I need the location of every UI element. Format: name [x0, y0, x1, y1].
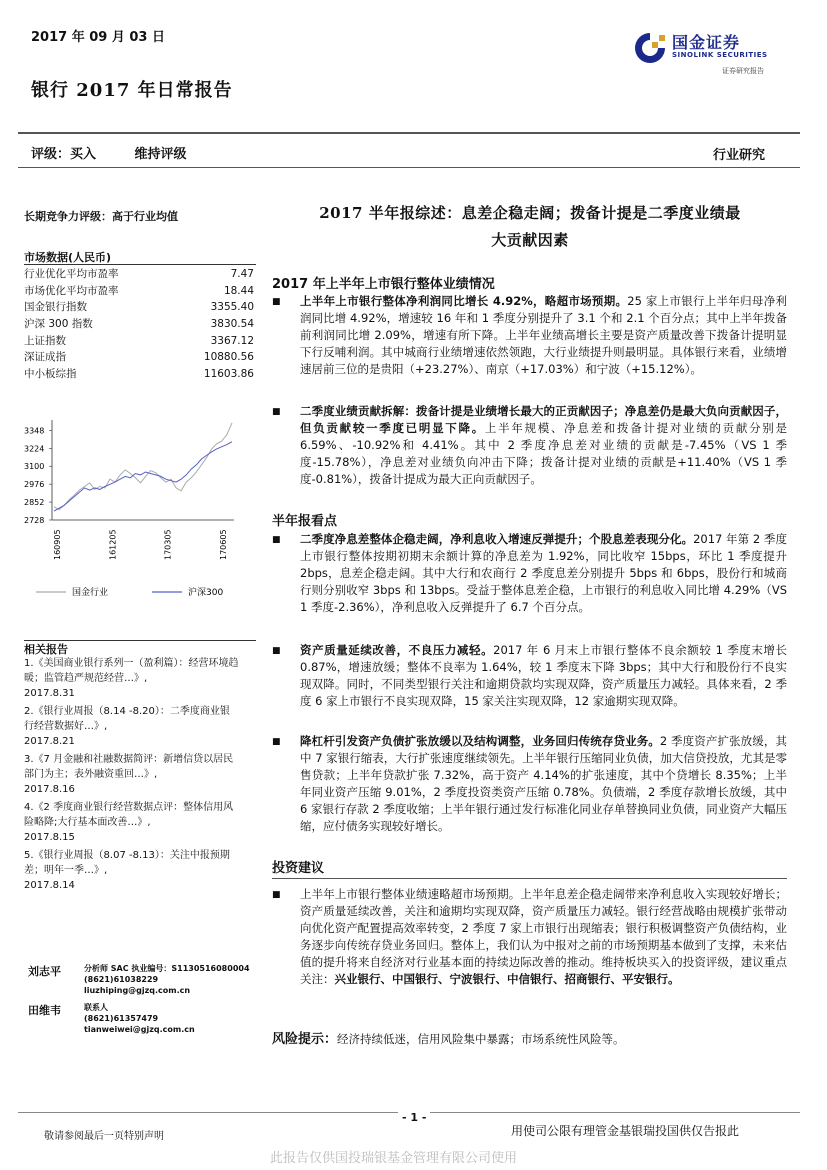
p6-body: 上半年上市银行整体业绩速略超市场预期。上半年息差企稳走阔带来净利息收入实现较好增长；资产质量延续改善，关注和逾期均实现双降，资产质量压力减轻。银行经营战略由规模扩张带动向优化资产配置提高效率转变，2 季度 7 家上市银行出现缩表；银行积极调整资产负债结构，业务逐步向传统存贷业务回归。整体上，我们认为中报对之前的市场预期基本做到了支撑，未来估值的提升将来自经济对行业基本面的持续边际改善的推动。维持板块买入的投资评级，建议重点关注： — [300, 887, 787, 986]
section-heading-3: 投资建议 — [272, 861, 325, 876]
bullet-icon: ■ — [272, 535, 281, 545]
related-report-item[interactable] — [24, 848, 239, 893]
related-report-title: 3.《7 月金融和社融数据简评：新增信贷以居民部门为主；表外融资重回…》, — [24, 754, 234, 780]
paragraph-6 — [272, 886, 787, 1026]
chart-y-tick-label: 2852 — [24, 498, 45, 508]
bullet-icon: ■ — [272, 737, 281, 747]
logo-name: 国金证券 — [672, 33, 741, 52]
paragraph-3 — [272, 531, 787, 643]
chart-x-tick-label: 161205 — [108, 529, 118, 560]
market-data-row — [24, 333, 254, 350]
main-title-line1: 2017 半年报综述：息差企稳走阔；拨备计提是二季度业绩最 — [319, 204, 741, 222]
p1-body: 25 家上市银行上半年归母净利润同比增 4.92%，增速较 16 年和 1 季度分别提升了 3.1 个和 2.1 个百分点；其中上半年拨备前利润同比增 2.09%，增速有所下降。上半年业绩高增长主要是资产质量改善下拨备计提明显下行反哺利润。其中城商行业绩增速依然领跑，大行业绩提升则最明显。具体银行来看，业绩增速居前三位的是贵阳（+23.27%）、南京（+17.03%）和宁波（+15.12%）。 — [300, 294, 787, 376]
related-report-title: 5.《银行业周报（8.07 -8.13）：关注中报预期差；明年一季…》, — [24, 850, 230, 876]
market-data-label: 市场优化平均市盈率 — [24, 284, 119, 297]
report-date: 2017 年 09 月 03 日 — [31, 30, 165, 45]
market-data-row — [24, 366, 254, 383]
market-data-divider — [24, 264, 256, 265]
related-report-date: 2017.8.15 — [24, 832, 75, 843]
main-title-line2: 大贡献因素 — [491, 231, 569, 249]
watermark: 此报告仅供国投瑞银基金管理有限公司使用 — [270, 1151, 518, 1166]
market-data-label: 行业优化平均市盈率 — [24, 268, 119, 280]
chart-y-tick-label: 3348 — [24, 426, 45, 436]
market-data-value: 3830.54 — [210, 318, 254, 331]
market-data-value: 3355.40 — [210, 301, 254, 314]
report-title: 银行 2017 年日常报告 — [31, 80, 233, 101]
related-report-date: 2017.8.14 — [24, 880, 75, 891]
chart-legend-label: 沪深300 — [188, 588, 224, 598]
chart-x-tick-label: 170605 — [219, 529, 228, 560]
investment-divider — [272, 878, 787, 879]
market-data-value: 18.44 — [223, 284, 254, 297]
rating-row — [31, 143, 221, 162]
market-data-label: 中小板综指 — [24, 368, 77, 381]
chart-series-line — [54, 442, 232, 511]
chart-y-tick-label: 2976 — [24, 480, 45, 490]
chart-y-tick-label: 3224 — [24, 444, 45, 454]
analyst-phone: (8621)61038229 — [84, 975, 159, 984]
related-report-item[interactable] — [24, 800, 239, 845]
analyst-phone: (8621)61357479 — [84, 1014, 159, 1023]
market-data-row — [24, 299, 254, 316]
rating-divider — [18, 167, 800, 168]
bullet-icon: ■ — [272, 297, 281, 307]
paragraph-2 — [272, 403, 787, 513]
bullet-icon: ■ — [272, 407, 281, 417]
sector-label: 行业研究 — [713, 148, 766, 163]
p5-lead: 降杠杆引发资产负债扩张放缓以及结构调整，业务回归传统存贷业务。 — [300, 734, 660, 748]
market-data-row — [24, 316, 254, 333]
rating-note: 维持评级 — [134, 147, 187, 162]
related-report-date: 2017.8.31 — [24, 688, 75, 699]
chart-y-tick-label: 3100 — [24, 462, 45, 472]
analyst-email[interactable]: liuzhiping@gjzq.com.cn — [84, 986, 191, 995]
market-data-table — [24, 266, 254, 383]
analyst-entry — [28, 1002, 260, 1035]
paragraph-5 — [272, 733, 787, 853]
p2-lead: 二季度业绩贡献拆解：拨备计提是业绩增长最大的正贡献因子；净息差仍是最大负向贡献因子，但负贡献较一季度已明显下降。 — [300, 404, 787, 435]
market-data-value: 11603.86 — [203, 368, 254, 381]
related-report-title: 2.《银行业周报（8.14 -8.20）：二季度商业银行经营数据好…》, — [24, 706, 230, 732]
logo-en: SINOLINK SECURITIES — [672, 51, 768, 59]
related-report-title: 4.《2 季度商业银行经营数据点评：整体信用风险略降;大行基本面改善…》, — [24, 802, 234, 828]
logo-sub: 证券研究报告 — [722, 67, 764, 75]
risk-label: 风险提示： — [272, 1032, 338, 1047]
analyst-block — [28, 963, 260, 1035]
sinolink-logo-icon — [630, 30, 670, 66]
footer-notice: 用使司公限有理管金基银瑞投国供仅告报此 — [511, 1124, 740, 1138]
market-data-value: 10880.56 — [203, 351, 254, 364]
related-report-item[interactable] — [24, 704, 239, 749]
rating: 评级：买入 — [31, 147, 97, 162]
market-data-label: 深证成指 — [24, 351, 66, 364]
footer-disclaimer: 敬请参阅最后一页特别声明 — [44, 1131, 164, 1142]
market-data-label: 国金银行指数 — [24, 301, 87, 314]
market-data-label: 上证指数 — [24, 334, 66, 347]
paragraph-4 — [272, 642, 787, 732]
analyst-name: 刘志平 — [28, 965, 61, 978]
market-data-label: 沪深 300 指数 — [24, 318, 93, 331]
analyst-role: 分析师 SAC 执业编号：S1130516080004 — [84, 964, 250, 973]
bullet-icon: ■ — [272, 646, 281, 656]
p4-lead: 资产质量延续改善，不良压力减轻。 — [300, 643, 494, 657]
related-report-title: 1.《美国商业银行系列一（盈利篇）：经营环境趋暖；监管趋严规范经营…》, — [24, 658, 239, 684]
analyst-role: 联系人 — [84, 1003, 108, 1012]
risk-text: 经济持续低迷，信用风险集中暴露；市场系统性风险等。 — [337, 1032, 625, 1046]
related-report-item[interactable] — [24, 752, 239, 797]
chart-x-tick-label: 160905 — [53, 529, 62, 560]
section-heading-2: 半年报看点 — [272, 514, 338, 529]
related-reports-title: 相关报告 — [24, 643, 68, 656]
related-report-date: 2017.8.16 — [24, 784, 75, 795]
analyst-email[interactable]: tianweiwei@gjzq.com.cn — [84, 1025, 195, 1034]
chart-legend-label: 国金行业 — [72, 588, 109, 598]
p5-body: 2 季度资产扩张放缓，其中 7 家银行缩表，大行扩张速度继续领先。上半年银行压缩同业负债，加大信贷投放，尤其是零售贷款；上半年贷款扩张 7.32%，高于资产 4.14%的扩张速度，其中个贷增长 8.35%；上半年同业资产压缩 9.01%，2 季度投资类资产压缩 0.78%。负债端，2 季度存款增长放缓，其中 6 家银行存款 2 季度收缩；上半年银行通过发行标准化同业存单替换同业负债，同业资产大幅压缩，应付债务实现较好增长。 — [300, 734, 787, 833]
p6-picks: 兴业银行、中国银行、宁波银行、中信银行、招商银行、平安银行。 — [334, 972, 680, 986]
chart-y-tick-label: 2728 — [24, 516, 45, 525]
market-data-value: 3367.12 — [210, 334, 254, 347]
chart-x-tick-label: 170305 — [163, 529, 173, 560]
chart-series-line — [54, 423, 232, 510]
page-number: - 1 - — [398, 1111, 430, 1124]
market-data-row — [24, 266, 254, 283]
p3-lead: 二季度净息差整体企稳走阔，净利息收入增速反弹提升；个股息差表现分化。 — [300, 532, 694, 546]
risk-warning — [272, 1031, 787, 1048]
competitiveness-rating: 长期竞争力评级：高于行业均值 — [24, 210, 178, 223]
p1-lead: 上半年上市银行整体净利润同比增长 4.92%，略超市场预期。 — [300, 294, 628, 308]
p4-body: 2017 年 6 月末上市银行整体不良余额较 1 季度末增长 0.87%，增速放缓；整体不良率为 1.64%，较 1 季度末下降 3bps；其中大行和股份行不良实现双降。同时，不同类型银行关注和逾期贷款均实现双降，资产质量压力减轻。具体来看，2 季度 6 家上市银行不良实现双降，15 家关注实现双降，12 家逾期实现双降。 — [300, 643, 787, 708]
section-heading-1: 2017 年上半年上市银行整体业绩情况 — [272, 277, 495, 292]
market-data-title: 市场数据(人民币) — [24, 251, 112, 264]
header-divider — [18, 132, 800, 134]
market-data-value: 7.47 — [230, 268, 254, 280]
analyst-name: 田维韦 — [28, 1004, 61, 1017]
main-title — [265, 200, 795, 254]
market-data-row — [24, 349, 254, 366]
index-chart — [22, 410, 242, 610]
related-reports-list — [24, 656, 239, 896]
paragraph-1 — [272, 293, 787, 405]
p3-body: 2017 年第 2 季度上市银行整体按期初期末余额计算的净息差为 1.92%，同比收窄 15bps，环比 1 季度提升 2bps，息差企稳走阔。其中大行和农商行 2 季度息差分别提升 5bps 和 6bps，股份行和城商行则分别收窄 3bps 和 13bps。受益于整体息差企稳，上市银行的利息收入同比增 4.29%（VS 1 季度-2.36%），净利息收入反弹提升了 6.7 个百分点。 — [300, 532, 787, 614]
analyst-entry — [28, 963, 260, 996]
p2-body: 上半年规模、净息差和拨备计提对业绩的贡献分别是 6.59%、-10.92%和 4.41%。其中 2 季度净息差对业绩的贡献是-7.45%（VS 1 季度-15.78%），净息差对业绩负向冲击下降；拨备计提对业绩的贡献是+11.40%（VS 1 季度-0.81%），拨备计提成为最大正向贡献因子。 — [300, 421, 788, 486]
market-data-row — [24, 283, 254, 300]
related-report-date: 2017.8.21 — [24, 736, 75, 747]
related-report-item[interactable] — [24, 656, 239, 701]
bullet-icon: ■ — [272, 890, 281, 900]
